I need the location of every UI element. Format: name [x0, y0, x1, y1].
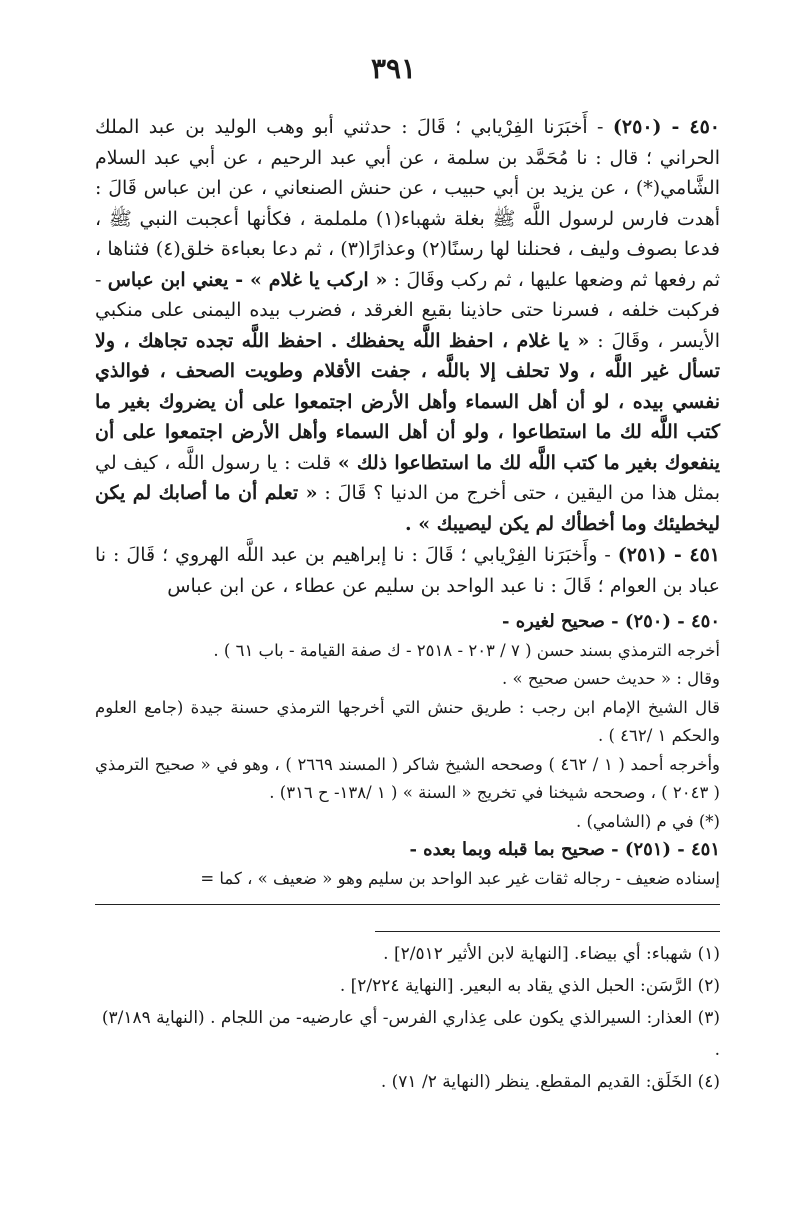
hadith-451-block	[95, 540, 720, 601]
hadith-451-isnad: - وأَخبَرَنا الفِرْيابي ؛ قَالَ : نا إبراهيم بن عبد اللَّه الهروي ؛ قَالَ : نا عباد بن العوام ؛ قَالَ : نا عبد الواحد بن سليم عن عطاء ، عن ابن عباس	[95, 544, 720, 597]
takhrij-line: إسناده ضعيف - رجاله ثقات غير عبد الواحد بن سليم وهو « ضعيف » ، كما =	[200, 868, 720, 888]
hadith-450-quote-3: « تعلم أن ما أصابك لم يكن ليخطيئك وما أخطأك لم يكن ليصيبك » .	[95, 482, 720, 535]
takhrij-line: قال الشيخ الإمام ابن رجب : طريق حنش التي أخرجها الترمذي حسنة جيدة (جامع العلوم والحكم ١ /٤٦٢ ) .	[95, 697, 720, 745]
footnote-3: (٣) العذار: السيرالذي يكون على عِذاري الفرس- أي عارضيه- من اللجام . (النهاية ٣/١٨٩) .	[101, 1008, 720, 1060]
hadith-450-isnad: - أَخبَرَنا الفِرْيابي ؛ قَالَ : حدثني أبو وهب الوليد بن عبد الملك الحراني ؛ قال : نا مُحَمَّد بن سلمة ، عن أبي عبد الرحيم ، عن أبي عبد السلام الشَّامي(*) ، عن يزيد بن أبي حبيب ، عن حنش الصنعاني ، عن ابن عباس قَالَ : أهدت فارس لرسول اللَّه ﷺ بغلة شهباء(١) ململمة ، فكأنها أعجبت النبي ﷺ ، فدعا بصوف وليف ، فحنلنا لها رسنًا(٢) وعذارًا(٣) ، ثم دعا بعباءة خلق(٤) فثناها ، ثم رفعها ثم وضعها عليها ، ثم ركب وقَالَ :	[95, 116, 721, 291]
footnote-1: (١) شهباء: أي بيضاء. [النهاية لابن الأثير ٢/٥١٢] .	[383, 944, 720, 964]
hadith-450-block	[95, 112, 720, 539]
section-divider	[95, 904, 720, 905]
footnote-4: (٤) الخَلَق: القديم المقطع. ينظر (النهاية ٢/ ٧١) .	[380, 1072, 720, 1092]
hadith-450-quote-1: « اركب يا غلام » - يعني ابن عباس	[107, 268, 388, 291]
hadith-450-quote-2: « يا غلام ، احفظ اللَّه يحفظك . احفظ اللَّه تجده تجاهك ، ولا تسأل غير اللَّه ، ولا تحلف إلا باللَّه ، جفت الأقلام وطويت الصحف ، فوالذي نفسي بيده ، لو أن أهل السماء وأهل الأرض اجتمعوا على أن يضروك بغير ما كتب اللَّه لك ما استطاعوا ، ولو أن أهل السماء وأهل الأرض اجتمعوا على أن ينفعوك بغير ما كتب اللَّه لك ما استطاعوا ذلك »	[95, 329, 720, 474]
takhrij-section	[95, 608, 720, 893]
takhrij-line: أخرجه الترمذي بسند حسن ( ٧ / ٢٠٣ - ٢٥١٨ - ك صفة القيامة - باب ٦١ ) .	[213, 640, 720, 660]
footnote-2: (٢) الرَّسَن: الحبل الذي يقاد به البعير. [النهاية ٢/٢٢٤] .	[339, 976, 720, 996]
hadith-450-paragraph	[95, 112, 720, 539]
hadith-451-paragraph	[95, 540, 720, 601]
page-number: ٣٩١	[370, 52, 417, 85]
takhrij-450-heading: ٤٥٠ - (٢٥٠) - صحيح لغيره -	[501, 611, 720, 632]
takhrij-note: (*) في م (الشامي) .	[575, 811, 720, 831]
hadith-450-narration-2: - فركبت خلفه ، فسرنا حتى حاذينا بقيع الغرقد ، فضرب بيده اليمنى على منكبي الأيسر ، وقَالَ :	[95, 268, 721, 352]
takhrij-line: وقال : « حديث حسن صحيح » .	[501, 669, 720, 688]
takhrij-451-heading: ٤٥١ - (٢٥١) - صحيح بما قبله وبما بعده -	[409, 839, 720, 860]
takhrij-line: وأخرجه أحمد ( ١ / ٤٦٢ ) وصححه الشيخ شاكر ( المسند ٢٦٦٩ ) ، وهو في « صحيح الترمذي ( ٢٠٤٣ ) ، وصححه شيخنا في تخريج « السنة » ( ١ /١٣٨- ح ٣١٦) .	[95, 754, 720, 802]
hadith-450-number: ٤٥٠ - (٢٥٠)	[612, 116, 721, 138]
hadith-451-number: ٤٥١ - (٢٥١)	[617, 544, 720, 566]
hadith-450-narration-3: قلت : يا رسول اللَّه ، كيف لي بمثل هذا من اليقين ، حتى أخرج من الدنيا ؟ قَالَ :	[95, 451, 720, 504]
footnote-divider	[375, 931, 720, 932]
footnotes	[95, 938, 720, 1098]
